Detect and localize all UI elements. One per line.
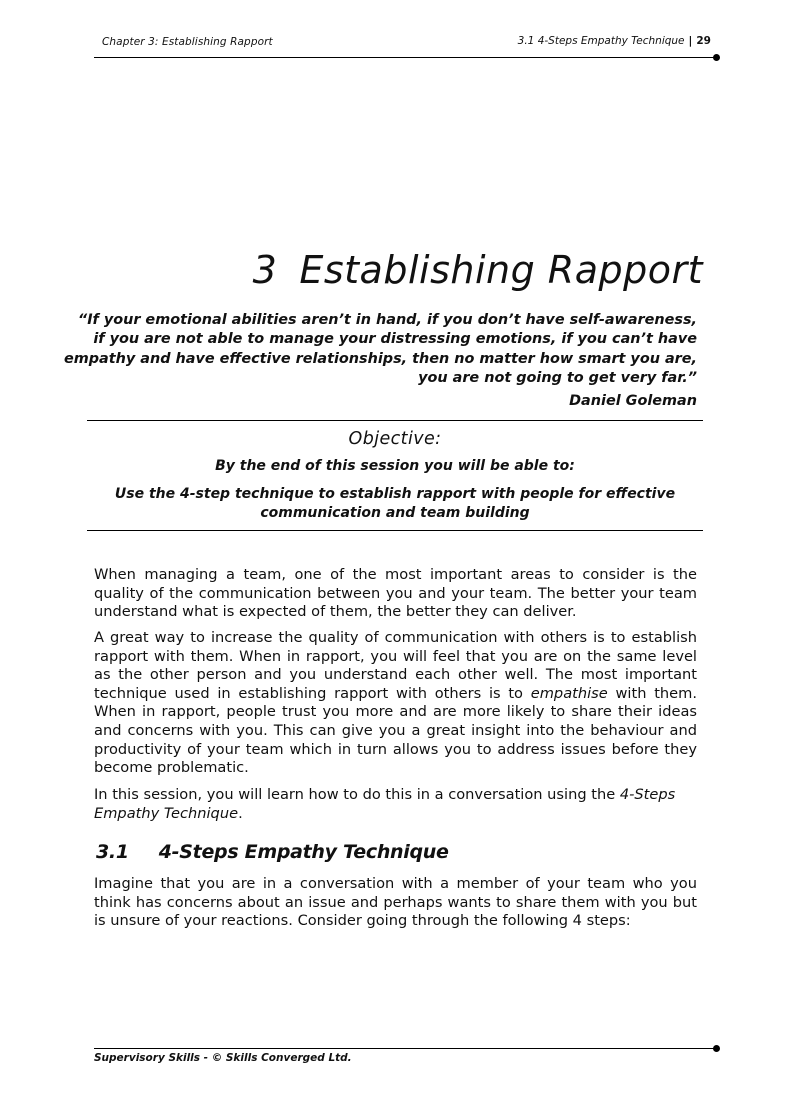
chapter-title-text: Establishing Rapport bbox=[299, 248, 703, 292]
quote-author: Daniel Goleman bbox=[569, 393, 697, 409]
objective-goal-line: Use the 4-step technique to establish rapport with people for effective bbox=[114, 486, 676, 502]
objective-box bbox=[87, 420, 703, 531]
emphasis-text: empathise bbox=[530, 684, 608, 702]
paragraph-text: In this session, you will learn how to do this in a conversation using the bbox=[94, 786, 620, 803]
objective-subtitle: By the end of this session you will be able to: bbox=[215, 458, 575, 474]
header-chapter-label: Chapter 3: Establishing Rapport bbox=[102, 36, 273, 48]
quote-line: you are not going to get very far.” bbox=[418, 370, 697, 387]
header-section-label bbox=[518, 35, 711, 47]
chapter-title bbox=[253, 248, 703, 292]
section-title: 4-Steps Empathy Technique bbox=[158, 841, 449, 863]
quote-line: empathy and have effective relationships, then no matter how smart you are, bbox=[63, 350, 697, 367]
objective-goal bbox=[87, 485, 703, 523]
objective-title: Objective: bbox=[348, 429, 442, 449]
header-rule bbox=[94, 57, 716, 58]
section-heading bbox=[96, 841, 449, 863]
page-number: 29 bbox=[696, 35, 711, 47]
objective-goal-line: communication and team building bbox=[260, 505, 530, 521]
paragraph-text: . bbox=[238, 804, 243, 822]
quote-line: “If your emotional abilities aren’t in hand, if you don’t have self-awareness, bbox=[77, 312, 697, 328]
header-rule-dot bbox=[713, 54, 720, 61]
quote-line: if you are not able to manage your distressing emotions, if you can’t have bbox=[93, 331, 697, 348]
header-separator: | bbox=[688, 35, 693, 47]
emphasis-text: 4-Steps Empathy Technique bbox=[94, 786, 676, 822]
footer-rule bbox=[94, 1048, 716, 1049]
section-number: 3.1 bbox=[96, 841, 129, 863]
header-section-title: 3.1 4-Steps Empathy Technique bbox=[517, 35, 685, 47]
chapter-number: 3 bbox=[252, 248, 278, 292]
body-paragraph bbox=[94, 629, 697, 778]
body-paragraph bbox=[94, 786, 697, 823]
body-paragraph: Imagine that you are in a conversation with a member of your team who you think has concerns about an issue and perhaps wants to share them with you but is unsure of your reactions. Consider going through the following 4 steps: bbox=[94, 875, 697, 930]
paragraph-text: A great way to increase the quality of communication with others is to establish rapport with them. When in rapport, you will feel that you are on the same level as the other person and you understand each other well. The most important technique used in establishing rapport with others is to bbox=[94, 629, 697, 702]
epigraph-quote bbox=[57, 311, 697, 389]
body-paragraph: When managing a team, one of the most important areas to consider is the quality of the communication between you and your team. The better your team understand what is expected of them, the better they can deliver. bbox=[94, 566, 697, 621]
footer-rule-dot bbox=[713, 1045, 720, 1052]
footer-text: Supervisory Skills - © Skills Converged Ltd. bbox=[94, 1052, 352, 1064]
paragraph-text: with them. When in rapport, people trust you more and are more likely to share their ideas and concerns with you. This can give you a great insight into the behaviour and productivity of your team which in turn allows you to address issues before they become problematic. bbox=[94, 684, 697, 777]
